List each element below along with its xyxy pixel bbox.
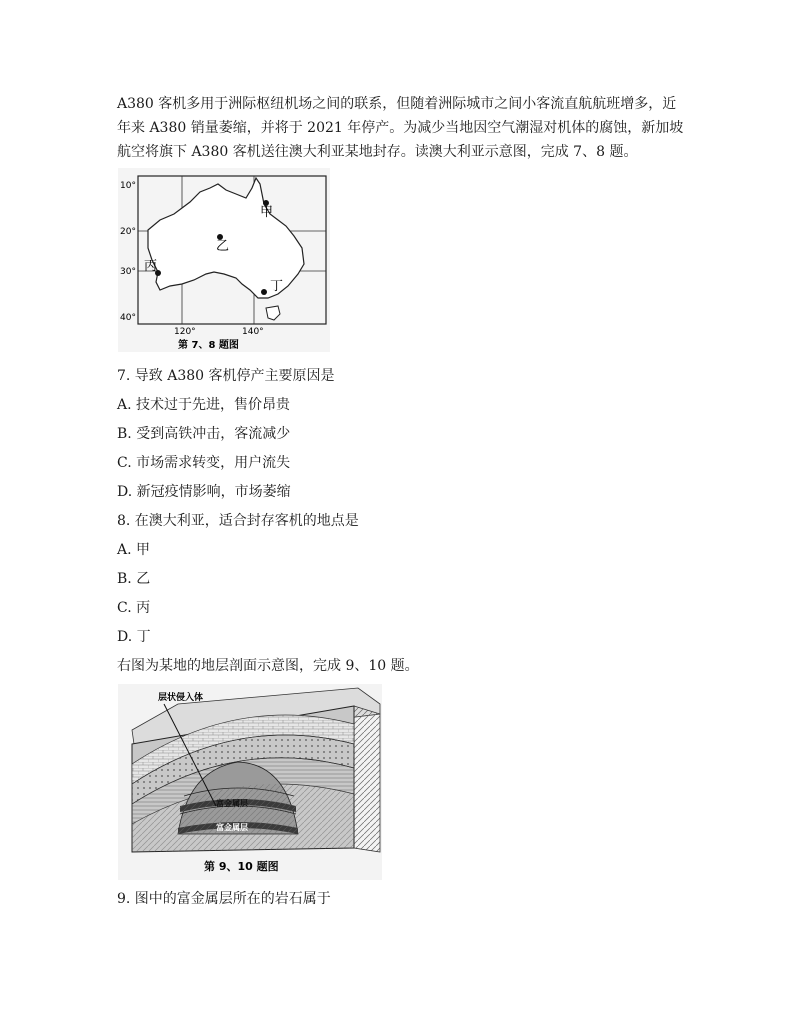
question-7-option-c: C. 市场需求转变，用户流失 [117,455,291,471]
question-7-option-b: B. 受到高铁冲击，客流减少 [117,426,291,442]
place-dot-ding [261,289,267,295]
question-8-option-d: D. 丁 [117,629,151,645]
strata-section [118,684,382,880]
question-7-option-a: A. 技术过于先进，售价昂贵 [117,397,291,413]
question-7-option-d: D. 新冠疫情影响，市场萎缩 [117,484,291,500]
lon-label-140: 140° [242,327,264,337]
place-label-jia: 甲 [260,205,274,220]
lat-label-40: 40° [120,313,136,323]
place-label-bing: 丙 [144,259,158,274]
question-8-stem: 8. 在澳大利亚，适合封存客机的地点是 [117,513,359,529]
place-label-yi: 乙 [216,239,230,254]
australia-map-figure [118,168,330,352]
label-ore-layer-2: 富金属层 [216,823,248,832]
lat-label-20: 20° [120,227,136,237]
lat-label-30: 30° [120,267,136,277]
question-8-option-c: C. 丙 [117,600,151,616]
intro-paragraph-2: 右图为某地的地层剖面示意图，完成 9、10 题。 [117,658,419,674]
strata-section-figure [118,684,382,880]
label-ore-layer-1: 富金属层 [216,799,248,808]
question-8-option-a: A. 甲 [117,542,151,558]
australia-map [118,168,330,352]
label-intrusion: 层状侵入体 [158,693,204,703]
lon-label-120: 120° [174,327,196,337]
question-8-option-b: B. 乙 [117,571,151,587]
intro-paragraph-1: A380 客机多用于洲际枢纽机场之间的联系，但随着洲际城市之间小客流直航航班增多，近年来 A380 销量萎缩，并将于 2021 年停产。为减少当地因空气潮湿对机体的腐蚀，新加坡航空将旗下 A380 客机送往澳大利亚某地封存。读澳大利亚示意图，完成 7、8 题。 [117,96,684,160]
figure-2-caption: 第 9、10 题图 [204,860,279,873]
question-9-stem: 9. 图中的富金属层所在的岩石属于 [117,891,331,907]
lat-label-10: 10° [120,181,136,191]
question-7-stem: 7. 导致 A380 客机停产主要原因是 [117,368,335,384]
place-label-ding: 丁 [270,279,284,294]
figure-1-caption: 第 7、8 题图 [178,340,239,351]
